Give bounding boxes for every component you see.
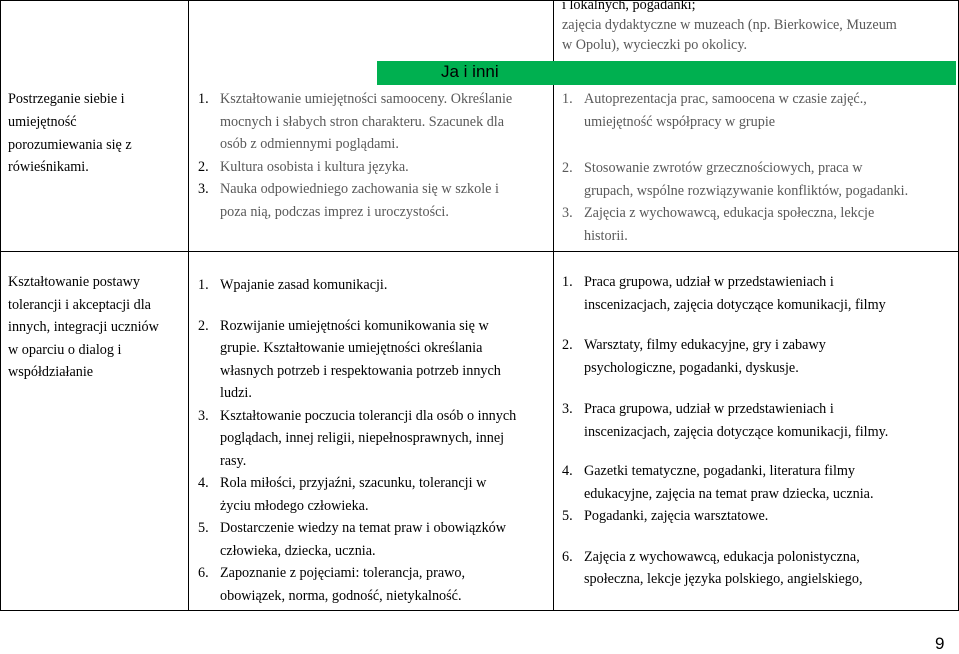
list-item [198,156,512,179]
text-line: psychologiczne, pogadanki, dyskusje. [584,359,799,376]
text-line: Dostarczenie wiedzy na temat praw i obowiązków [220,520,507,536]
text-line: umiejętność [8,113,77,130]
top-fragment [562,0,897,55]
list-number: 1. [198,277,209,293]
section-title: Ja i inni [441,62,499,81]
list-item [562,398,888,443]
list-item [198,562,516,607]
text-line: ludzi. [220,385,252,401]
table-column-divider [553,0,554,611]
list-number: 3. [198,407,209,424]
text-line: innych, integracji uczniów [8,319,159,335]
list-number: 2. [562,337,573,353]
text-line: mocnych i słabych stron charakteru. Szacunek dla [220,113,505,130]
row2-goal [8,271,159,384]
list-item [198,274,516,297]
text-line: Rola miłości, przyjaźni, szacunku, tolerancji w [220,475,487,491]
text-line: Autoprezentacja prac, samoocena w czasie zajęć., [584,91,867,107]
list-item [198,517,516,562]
text-line: porozumiewania się z [8,136,132,153]
text-line: Zajęcia z wychowawcą, edukacja polonistyczna, [584,548,860,565]
table-border-bottom [0,610,959,611]
text-line: Postrzeganie siebie i [8,91,125,107]
list-item [562,334,888,379]
list-item [198,315,516,405]
list-number: 5. [562,508,573,524]
text-line: Rozwijanie umiejętności komunikowania się w [220,317,489,334]
text-line: umiejętność współpracy w grupie [584,113,776,130]
list-number: 6. [562,548,573,565]
text-line: Kultura osobista i kultura języka. [220,158,409,175]
row1-tasks [198,88,512,223]
list-number: 2. [562,160,573,176]
list-number: 3. [562,401,573,417]
text-line: życiu młodego człowieka. [220,497,369,514]
text-line: Gazetki tematyczne, pogadanki, literatura filmy [584,463,856,479]
text-line: Kształtowanie umiejętności samooceny. Określanie [220,91,513,107]
list-number: 6. [198,565,209,581]
text-line: współdziałanie [8,364,94,380]
text-line: Nauka odpowiedniego zachowania się w szkole i [220,181,499,197]
text-line: Kształtowanie postawy [8,274,140,290]
list-item [562,271,888,316]
row2-methods [562,271,888,591]
list-number: 1. [198,91,209,107]
list-number: 1. [562,274,573,290]
row2-tasks [198,274,516,607]
list-item [562,88,908,133]
text-line: własnych potrzeb i respektowania potrzeb innych [220,362,501,379]
list-number: 2. [198,317,209,334]
text-line: tolerancji i akceptacji dla [8,296,151,313]
text-line: i lokalnych, pogadanki; [562,0,696,13]
text-line: Zapoznanie z pojęciami: tolerancja, prawo, [220,565,466,581]
list-number: 2. [198,158,209,175]
text-line: w Opolu), wycieczki po okolicy. [562,37,748,53]
text-line: historii. [584,227,628,244]
text-line: grupie. Kształtowanie umiejętności określania [220,340,483,356]
row1-goal [8,88,132,179]
text-line: Pogadanki, zajęcia warsztatowe. [584,508,769,524]
text-line: zajęcia dydaktyczne w muzeach (np. Bierkowice, Muzeum [562,17,897,33]
page-number: 9 [935,634,945,653]
text-line: obowiązek, norma, godność, nietykalność. [220,587,462,604]
list-item [198,405,516,473]
list-number: 4. [198,475,209,491]
table-border-left [0,0,1,611]
list-item [562,202,908,247]
list-item [562,460,888,505]
text-line: Wpajanie zasad komunikacji. [220,277,388,293]
list-item [198,88,512,156]
text-line: Warsztaty, filmy edukacyjne, gry i zabawy [584,337,826,353]
text-line: Stosowanie zwrotów grzecznościowych, praca w [584,160,863,176]
text-line: w oparciu o dialog i [8,341,122,358]
list-number: 3. [562,205,573,221]
text-line: rówieśnikami. [8,159,89,176]
text-line: społeczna, lekcje języka polskiego, angielskiego, [584,571,863,587]
list-item [562,157,908,202]
text-line: poza nią, podczas imprez i uroczystości. [220,203,449,220]
table-column-divider [188,0,189,611]
text-line: poglądach, innej religii, niepełnosprawnych, innej [220,430,505,446]
list-number: 4. [562,463,573,479]
table-row-divider [0,251,959,252]
list-item [562,505,888,528]
text-line: osób z odmiennymi poglądami. [220,136,399,152]
text-line: inscenizacjach, zajęcia dotyczące komunikacji, filmy [584,296,886,313]
list-number: 3. [198,181,209,197]
list-item [198,472,516,517]
list-number: 1. [562,91,573,107]
text-line: grupach, wspólne rozwiązywanie konfliktów, pogadanki. [584,182,909,199]
text-line: inscenizacjach, zajęcia dotyczące komunikacji, filmy. [584,423,889,440]
list-number: 5. [198,520,209,536]
text-line: Kształtowanie poczucia tolerancji dla osób o innych [220,407,517,424]
text-line: Zajęcia z wychowawcą, edukacja społeczna, lekcje [584,205,875,221]
text-line: edukacyjne, zajęcia na temat praw dziecka, ucznia. [584,485,874,502]
list-item [198,178,512,223]
list-item [562,546,888,591]
text-line: Praca grupowa, udział w przedstawieniach i [584,274,834,290]
text-line: rasy. [220,452,247,469]
row1-methods [562,88,908,247]
text-line: Praca grupowa, udział w przedstawieniach i [584,401,834,417]
text-line: człowieka, dziecka, ucznia. [220,542,376,559]
